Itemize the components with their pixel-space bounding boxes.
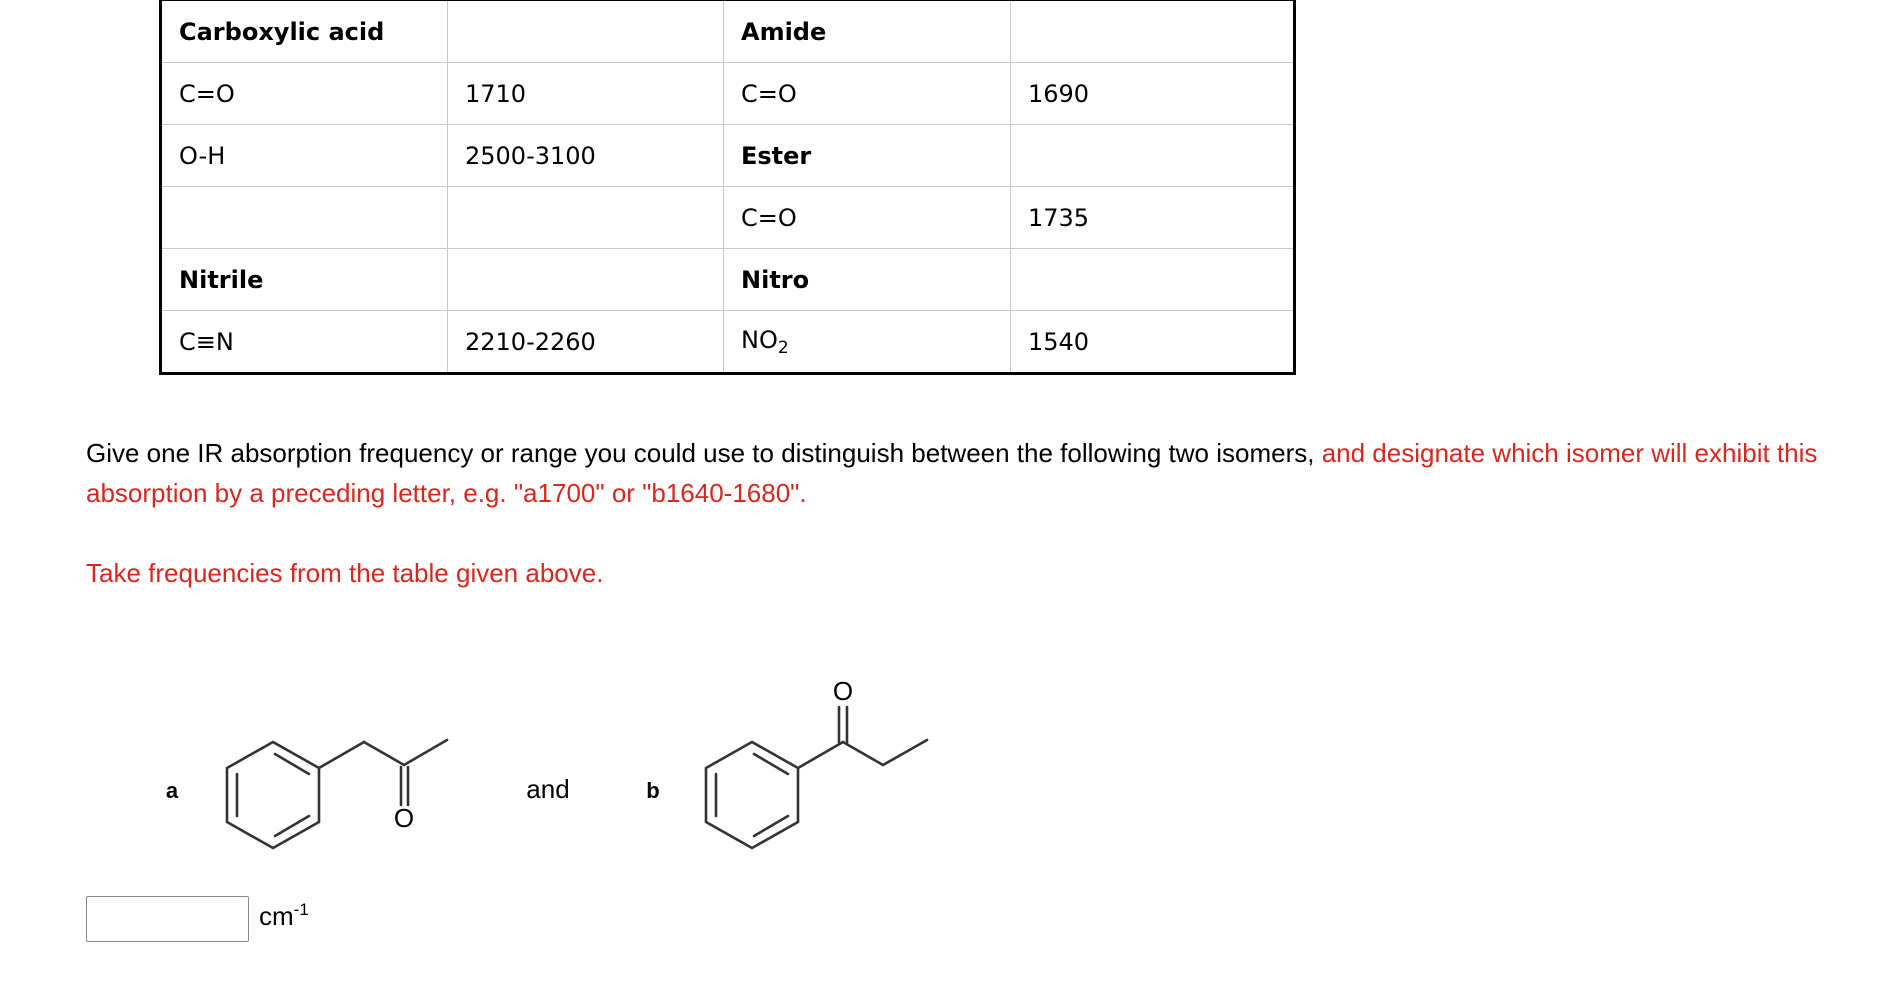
table-cell: C=O [724, 187, 1011, 249]
table-cell: C=O [161, 63, 448, 125]
table-cell: 1710 [448, 63, 724, 125]
subscript: 2 [777, 337, 789, 358]
unit-text: cm [259, 901, 294, 931]
table-row [161, 311, 1295, 374]
connector-and: and [526, 774, 570, 804]
table-cell: C=O [724, 63, 1011, 125]
table-cell: 1735 [1011, 187, 1295, 249]
table-row [161, 249, 1295, 311]
molecule-label-b: b [646, 778, 660, 803]
table-cell [161, 187, 448, 249]
question-instruction: Give one IR absorption frequency or range you could use to distinguish between the following two isomers, [86, 438, 1322, 468]
oxygen-atom-b: O [832, 676, 854, 706]
question-instruction-red: and designate which isomer will exhibit this absorption by a preceding letter, e.g. "a1700" or "b1640-1680". [86, 438, 1818, 508]
table-row [161, 125, 1295, 187]
table-cell: Ester [724, 125, 1011, 187]
table-cell: Nitrile [161, 249, 448, 311]
table-cell: 1540 [1011, 311, 1295, 374]
table-cell [1011, 125, 1295, 187]
table-cell: C≡N [161, 311, 448, 374]
table-cell [448, 249, 724, 311]
table-cell: Nitro [724, 249, 1011, 311]
table-row [161, 187, 1295, 249]
table-cell: 1690 [1011, 63, 1295, 125]
table-cell: 2500-3100 [448, 125, 724, 187]
table-cell [1011, 0, 1295, 63]
isomer-structures [140, 660, 1000, 860]
unit-label [259, 900, 309, 932]
table-row [161, 63, 1295, 125]
ir-frequency-table [159, 0, 1296, 375]
oxygen-atom-a: O [393, 803, 415, 833]
answer-input[interactable] [86, 896, 249, 942]
molecule-label-a: a [165, 778, 179, 803]
table-cell: Amide [724, 0, 1011, 63]
table-cell: 2210-2260 [448, 311, 724, 374]
molecule-b [706, 707, 927, 848]
question-note: Take frequencies from the table given above. [86, 558, 604, 588]
table-cell [448, 0, 724, 63]
table-cell: Carboxylic acid [161, 0, 448, 63]
nitro-formula: NO [741, 325, 778, 354]
table-cell [724, 311, 1011, 374]
table-row [161, 0, 1295, 63]
unit-exponent: -1 [293, 900, 309, 919]
table-cell: O-H [161, 125, 448, 187]
table-cell [448, 187, 724, 249]
question-text [86, 433, 1846, 513]
table-cell [1011, 249, 1295, 311]
